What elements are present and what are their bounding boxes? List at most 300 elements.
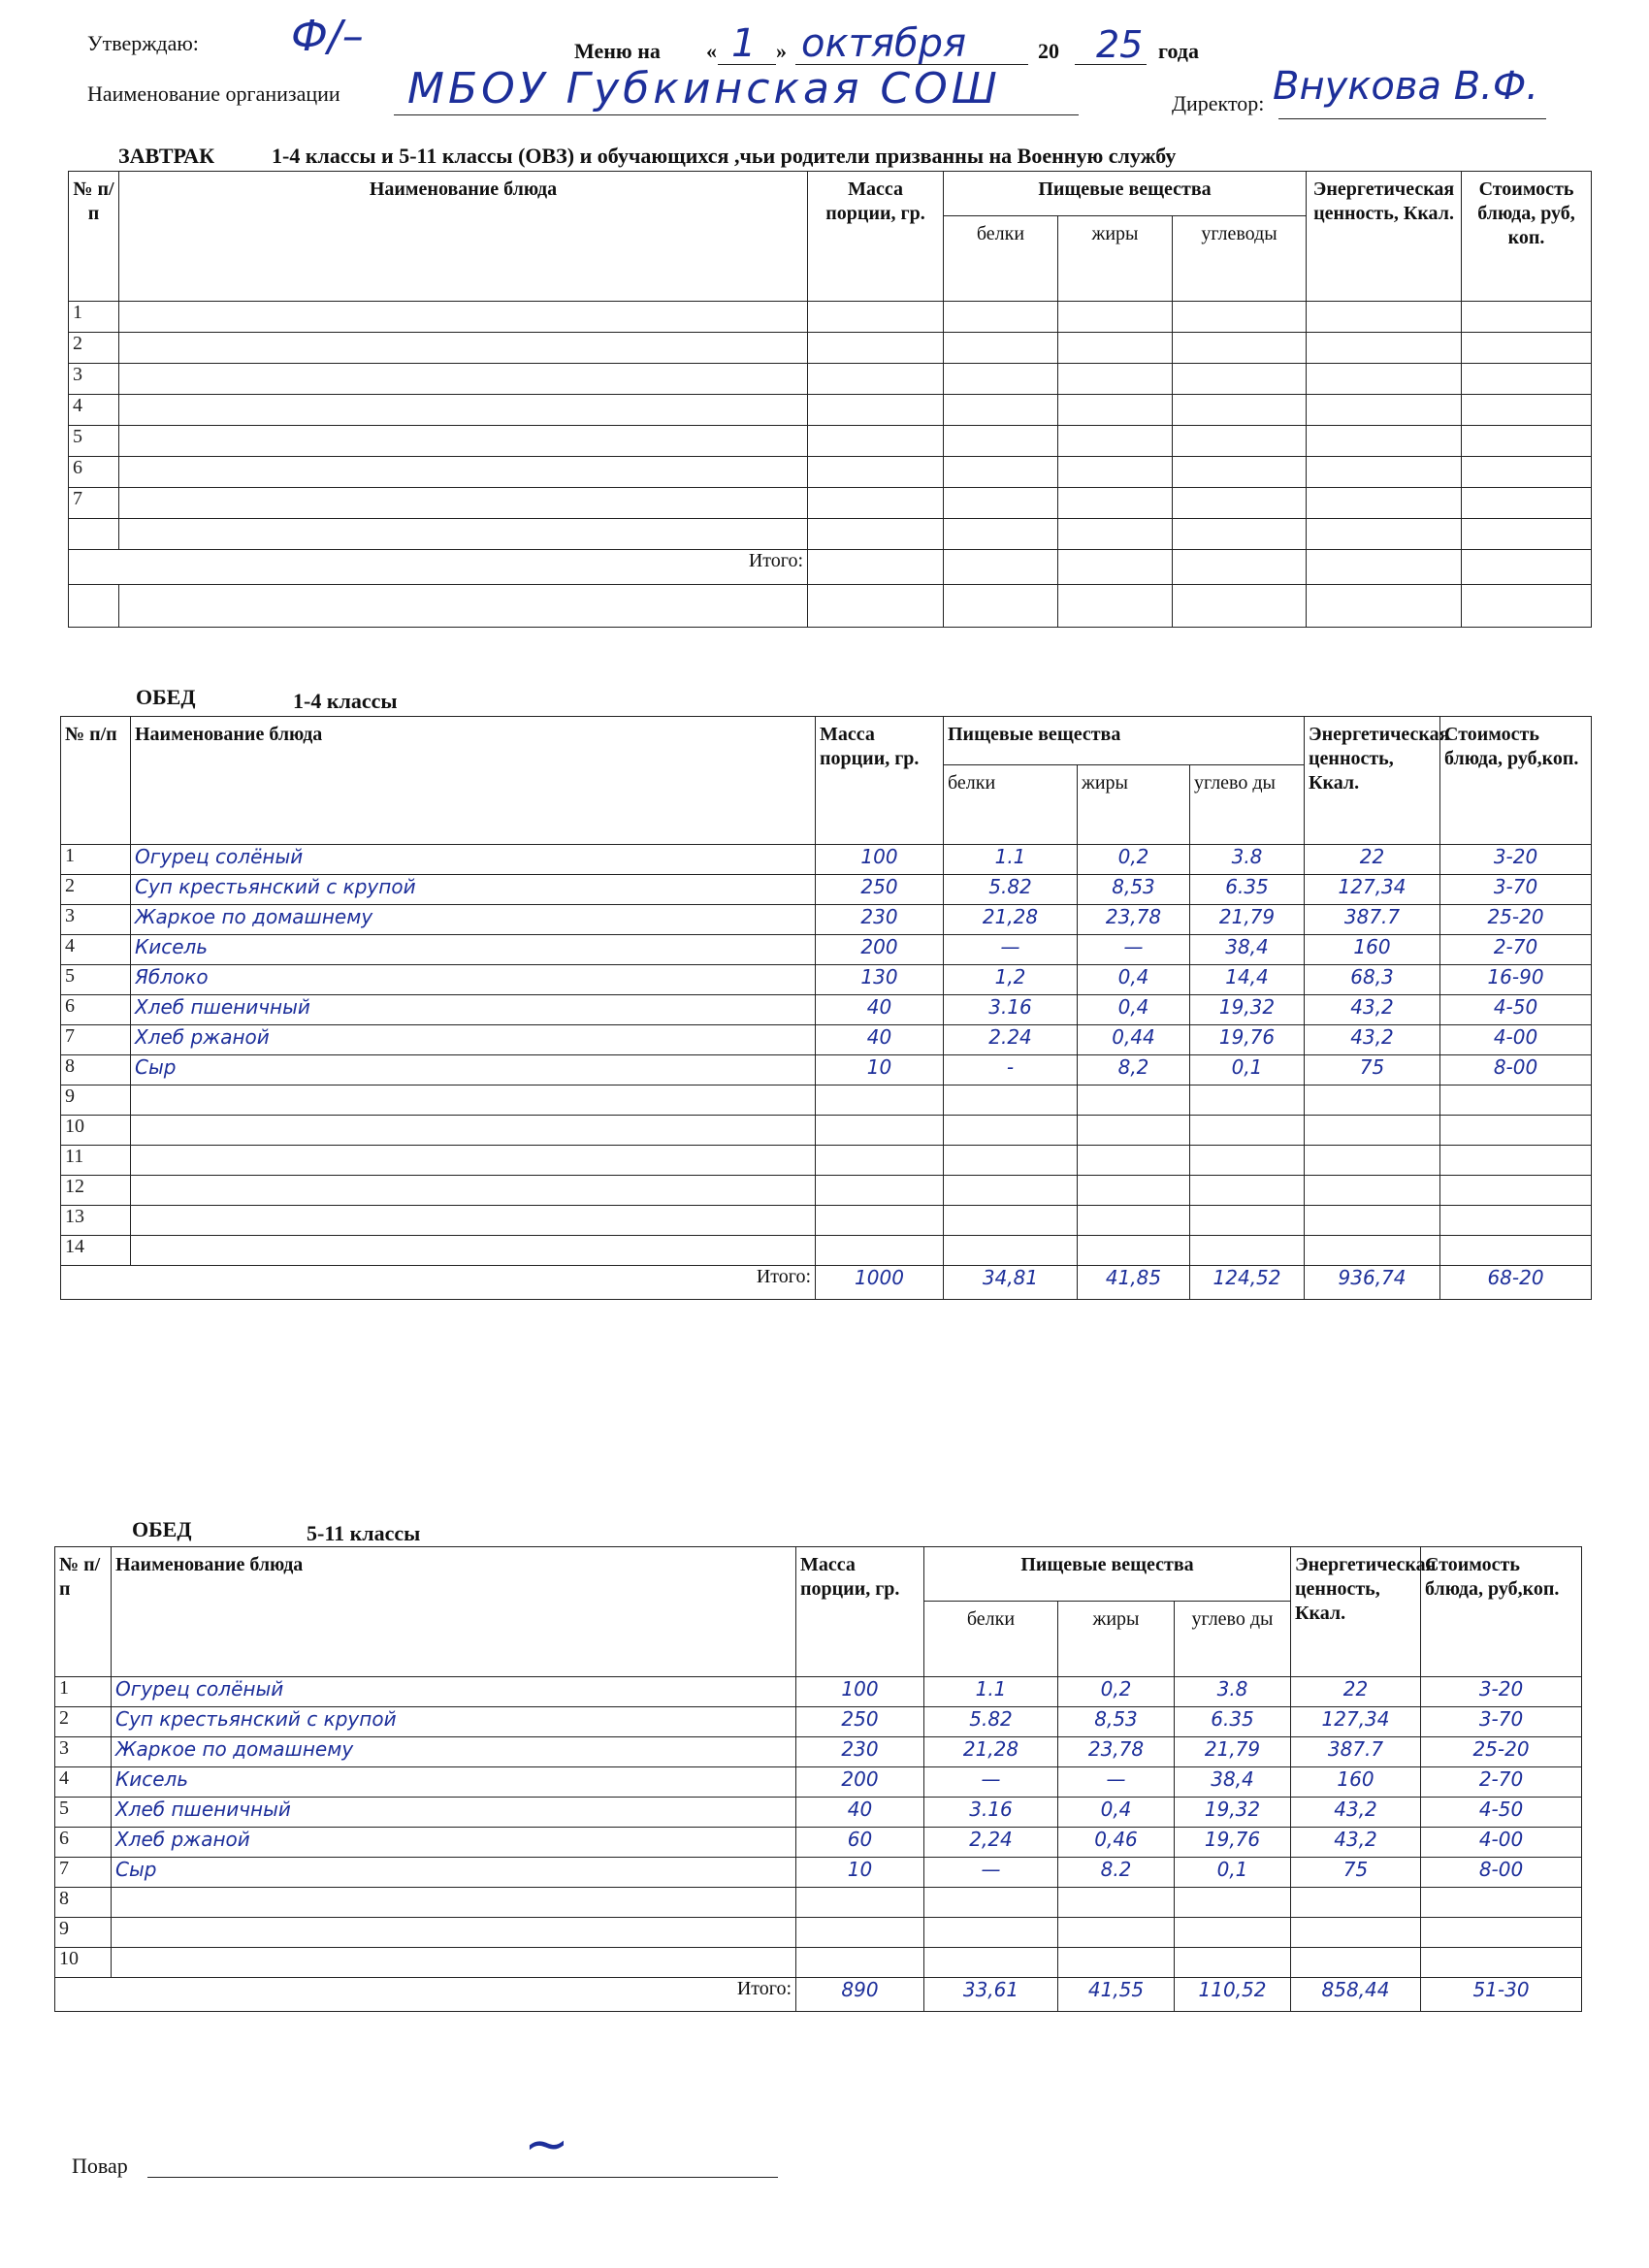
table-row bbox=[69, 302, 1592, 333]
row-number: 1 bbox=[69, 302, 119, 333]
total-row bbox=[69, 550, 1592, 585]
empty-cell bbox=[1307, 457, 1462, 488]
dish-name bbox=[131, 1206, 816, 1236]
row-number: 7 bbox=[61, 1025, 131, 1055]
table-row bbox=[55, 1707, 1582, 1737]
menu-day: 1 bbox=[731, 21, 757, 66]
total-fat: 41,55 bbox=[1058, 1978, 1175, 2012]
table-row bbox=[61, 905, 1592, 935]
empty-cell bbox=[1173, 302, 1307, 333]
empty-cell bbox=[1307, 550, 1462, 585]
dish-name bbox=[112, 1888, 796, 1918]
empty-cell bbox=[1173, 488, 1307, 519]
dish-name: Сыр bbox=[112, 1858, 796, 1888]
dish-name bbox=[131, 1236, 816, 1266]
dish-name bbox=[131, 1176, 816, 1206]
dish-fat: 0,44 bbox=[1078, 1025, 1190, 1055]
dish-protein bbox=[924, 1888, 1058, 1918]
table-row bbox=[69, 333, 1592, 364]
dish-fat: 23,78 bbox=[1058, 1737, 1175, 1767]
empty-cell bbox=[1307, 364, 1462, 395]
empty-cell bbox=[1173, 585, 1307, 628]
dish-name: Хлеб пшеничный bbox=[112, 1798, 796, 1828]
empty-cell bbox=[1462, 395, 1592, 426]
dish-mass: 10 bbox=[816, 1055, 944, 1085]
dish-carbs: 19,32 bbox=[1190, 995, 1305, 1025]
empty-cell bbox=[1307, 302, 1462, 333]
dish-mass: 130 bbox=[816, 965, 944, 995]
dish-fat: 23,78 bbox=[1078, 905, 1190, 935]
row-number: 6 bbox=[55, 1828, 112, 1858]
dish-protein: 1,2 bbox=[944, 965, 1078, 995]
dish-energy bbox=[1305, 1146, 1440, 1176]
row-number: 4 bbox=[61, 935, 131, 965]
dish-energy bbox=[1291, 1948, 1421, 1978]
dish-name: Сыр bbox=[131, 1055, 816, 1085]
total-row bbox=[55, 1978, 1582, 2012]
dish-energy: 43,2 bbox=[1291, 1798, 1421, 1828]
dish-mass: 40 bbox=[796, 1798, 924, 1828]
row-number: 7 bbox=[55, 1858, 112, 1888]
dish-carbs bbox=[1190, 1176, 1305, 1206]
dish-energy: 160 bbox=[1305, 935, 1440, 965]
table-row bbox=[69, 488, 1592, 519]
director-name: Внукова В.Ф. bbox=[1273, 64, 1539, 109]
dish-protein bbox=[944, 1085, 1078, 1116]
dish-protein bbox=[944, 1146, 1078, 1176]
empty-cell bbox=[1058, 364, 1173, 395]
dish-cost: 8-00 bbox=[1440, 1055, 1592, 1085]
year-word: года bbox=[1158, 39, 1199, 63]
empty-cell bbox=[1058, 488, 1173, 519]
empty-cell bbox=[119, 519, 808, 550]
dish-cost: 3-70 bbox=[1421, 1707, 1582, 1737]
dish-carbs: 6.35 bbox=[1190, 875, 1305, 905]
empty-cell bbox=[1462, 333, 1592, 364]
col-name-header: Наименование блюда bbox=[112, 1547, 796, 1677]
col-energy-header: Энергетическая ценность, Ккал. bbox=[1307, 172, 1462, 302]
dish-mass bbox=[796, 1918, 924, 1948]
dish-energy: 22 bbox=[1305, 845, 1440, 875]
dish-protein bbox=[944, 1176, 1078, 1206]
empty-cell bbox=[119, 302, 808, 333]
row-number: 5 bbox=[55, 1798, 112, 1828]
empty-cell bbox=[944, 457, 1058, 488]
dish-protein: 3.16 bbox=[944, 995, 1078, 1025]
dish-protein: — bbox=[944, 935, 1078, 965]
table-row bbox=[61, 1176, 1592, 1206]
empty-cell bbox=[944, 302, 1058, 333]
quote-open: « bbox=[706, 39, 717, 63]
col-mass-header: Масса порции, гр. bbox=[816, 717, 944, 845]
col-nutrients-header: Пищевые вещества bbox=[944, 172, 1307, 216]
empty-cell bbox=[808, 426, 944, 457]
year-suffix: 25 bbox=[1096, 23, 1144, 66]
dish-fat: 0,2 bbox=[1058, 1677, 1175, 1707]
dish-name: Хлеб ржаной bbox=[131, 1025, 816, 1055]
dish-fat: 8,53 bbox=[1078, 875, 1190, 905]
total-cost: 68-20 bbox=[1440, 1266, 1592, 1300]
dish-protein: 1.1 bbox=[944, 845, 1078, 875]
empty-cell bbox=[1058, 457, 1173, 488]
dish-mass: 200 bbox=[816, 935, 944, 965]
dish-cost bbox=[1440, 1085, 1592, 1116]
empty-cell bbox=[1307, 333, 1462, 364]
row-number: 4 bbox=[69, 395, 119, 426]
empty-cell bbox=[944, 395, 1058, 426]
row-number: 3 bbox=[69, 364, 119, 395]
dish-protein: - bbox=[944, 1055, 1078, 1085]
dish-mass bbox=[816, 1206, 944, 1236]
dish-protein: 1.1 bbox=[924, 1677, 1058, 1707]
menu-label: Меню на bbox=[574, 39, 661, 63]
dish-name: Кисель bbox=[131, 935, 816, 965]
dish-name: Суп крестьянский с крупой bbox=[112, 1707, 796, 1737]
total-protein: 33,61 bbox=[924, 1978, 1058, 2012]
dish-cost bbox=[1421, 1888, 1582, 1918]
dish-fat: 0,4 bbox=[1058, 1798, 1175, 1828]
dish-name: Хлеб пшеничный bbox=[131, 995, 816, 1025]
dish-cost: 4-00 bbox=[1440, 1025, 1592, 1055]
table-row bbox=[61, 845, 1592, 875]
empty-cell bbox=[1173, 550, 1307, 585]
dish-cost: 25-20 bbox=[1421, 1737, 1582, 1767]
dish-energy: 127,34 bbox=[1291, 1707, 1421, 1737]
table-row bbox=[61, 1236, 1592, 1266]
table-row bbox=[61, 1055, 1592, 1085]
dish-protein bbox=[944, 1236, 1078, 1266]
dish-fat bbox=[1078, 1085, 1190, 1116]
empty-cell bbox=[1462, 519, 1592, 550]
empty-cell bbox=[1173, 333, 1307, 364]
table-row bbox=[61, 965, 1592, 995]
empty-cell bbox=[1058, 333, 1173, 364]
empty-cell bbox=[1173, 395, 1307, 426]
year-prefix: 20 bbox=[1038, 39, 1059, 63]
dish-mass bbox=[796, 1948, 924, 1978]
dish-name bbox=[131, 1116, 816, 1146]
dish-cost: 4-00 bbox=[1421, 1828, 1582, 1858]
dish-mass: 40 bbox=[816, 1025, 944, 1055]
col-carbs-header: углеводы bbox=[1173, 216, 1307, 302]
dish-carbs: 0,1 bbox=[1175, 1858, 1291, 1888]
dish-carbs: 14,4 bbox=[1190, 965, 1305, 995]
approver-signature: Ф/– bbox=[291, 12, 364, 61]
row-number: 6 bbox=[69, 457, 119, 488]
dish-energy bbox=[1305, 1176, 1440, 1206]
dish-carbs bbox=[1175, 1888, 1291, 1918]
dish-carbs: 19,76 bbox=[1175, 1828, 1291, 1858]
dish-energy bbox=[1305, 1116, 1440, 1146]
col-fat-header: жиры bbox=[1058, 216, 1173, 302]
dish-name: Жаркое по домашнему bbox=[112, 1737, 796, 1767]
dish-fat: 0,4 bbox=[1078, 965, 1190, 995]
empty-cell bbox=[1173, 364, 1307, 395]
dish-carbs: 0,1 bbox=[1190, 1055, 1305, 1085]
col-energy-header: Энергетическая ценность, Ккал. bbox=[1291, 1547, 1421, 1677]
total-protein: 34,81 bbox=[944, 1266, 1078, 1300]
dish-name: Яблоко bbox=[131, 965, 816, 995]
dish-fat bbox=[1078, 1206, 1190, 1236]
empty-cell bbox=[1462, 302, 1592, 333]
empty-cell bbox=[119, 395, 808, 426]
dish-name bbox=[131, 1085, 816, 1116]
dish-cost: 3-20 bbox=[1421, 1677, 1582, 1707]
dish-energy bbox=[1291, 1888, 1421, 1918]
dish-energy: 127,34 bbox=[1305, 875, 1440, 905]
empty-cell bbox=[1058, 395, 1173, 426]
dish-fat bbox=[1078, 1236, 1190, 1266]
dish-fat: 0,2 bbox=[1078, 845, 1190, 875]
row-number: 1 bbox=[61, 845, 131, 875]
total-label: Итого: bbox=[55, 1978, 796, 2012]
empty-cell bbox=[1058, 519, 1173, 550]
dish-name: Кисель bbox=[112, 1767, 796, 1798]
dish-name: Жаркое по домашнему bbox=[131, 905, 816, 935]
col-energy-header: Энергетическая ценность, Ккал. bbox=[1305, 717, 1440, 845]
dish-name: Хлеб ржаной bbox=[112, 1828, 796, 1858]
empty-cell bbox=[808, 457, 944, 488]
breakfast-table bbox=[68, 171, 1592, 628]
col-carbs-header: углево ды bbox=[1175, 1602, 1291, 1677]
empty-cell bbox=[808, 550, 944, 585]
dish-cost bbox=[1440, 1116, 1592, 1146]
dish-fat bbox=[1058, 1888, 1175, 1918]
dish-carbs bbox=[1190, 1146, 1305, 1176]
empty-cell bbox=[944, 488, 1058, 519]
dish-protein bbox=[924, 1918, 1058, 1948]
row-number: 1 bbox=[55, 1677, 112, 1707]
row-number: 9 bbox=[61, 1085, 131, 1116]
empty-cell bbox=[119, 426, 808, 457]
col-protein-header: белки bbox=[944, 216, 1058, 302]
col-num-header: № п/п bbox=[69, 172, 119, 302]
dish-cost: 3-70 bbox=[1440, 875, 1592, 905]
table-row bbox=[61, 875, 1592, 905]
dish-fat: 8.2 bbox=[1058, 1858, 1175, 1888]
empty-cell bbox=[119, 364, 808, 395]
total-row bbox=[61, 1266, 1592, 1300]
dish-energy: 43,2 bbox=[1305, 995, 1440, 1025]
total-label: Итого: bbox=[69, 550, 808, 585]
dish-energy bbox=[1305, 1085, 1440, 1116]
col-protein-header: белки bbox=[944, 765, 1078, 845]
col-cost-header: Стоимость блюда, руб,коп. bbox=[1421, 1547, 1582, 1677]
empty-cell bbox=[1058, 302, 1173, 333]
dish-fat bbox=[1058, 1918, 1175, 1948]
lunch-5-11-table bbox=[54, 1546, 1582, 2012]
empty-cell bbox=[808, 364, 944, 395]
table-row bbox=[55, 1767, 1582, 1798]
col-cost-header: Стоимость блюда, руб,коп. bbox=[1440, 717, 1592, 845]
row-number: 7 bbox=[69, 488, 119, 519]
empty-cell bbox=[119, 333, 808, 364]
empty-cell bbox=[808, 585, 944, 628]
empty-cell bbox=[1173, 519, 1307, 550]
table-row bbox=[55, 1677, 1582, 1707]
table-row bbox=[69, 457, 1592, 488]
dish-cost bbox=[1440, 1206, 1592, 1236]
table-row bbox=[61, 935, 1592, 965]
dish-name bbox=[112, 1948, 796, 1978]
dish-fat: — bbox=[1078, 935, 1190, 965]
org-name: МБОУ Губкинская СОШ bbox=[407, 64, 1001, 113]
empty-cell bbox=[1462, 488, 1592, 519]
row-number: 8 bbox=[61, 1055, 131, 1085]
dish-name: Суп крестьянский с крупой bbox=[131, 875, 816, 905]
empty-cell bbox=[1307, 585, 1462, 628]
dish-carbs: 3.8 bbox=[1175, 1677, 1291, 1707]
table-row bbox=[61, 1085, 1592, 1116]
row-number: 2 bbox=[61, 875, 131, 905]
dish-energy: 22 bbox=[1291, 1677, 1421, 1707]
col-mass-header: Масса порции, гр. bbox=[796, 1547, 924, 1677]
col-nutrients-header: Пищевые вещества bbox=[944, 717, 1305, 765]
dish-mass: 250 bbox=[816, 875, 944, 905]
col-carbs-header: углево ды bbox=[1190, 765, 1305, 845]
empty-cell bbox=[1058, 550, 1173, 585]
dish-name bbox=[131, 1146, 816, 1176]
org-label: Наименование организации bbox=[87, 81, 340, 106]
empty-cell bbox=[1462, 364, 1592, 395]
dish-cost: 2-70 bbox=[1440, 935, 1592, 965]
dish-protein bbox=[924, 1948, 1058, 1978]
dish-protein: 5.82 bbox=[924, 1707, 1058, 1737]
col-cost-header: Стоимость блюда, руб, коп. bbox=[1462, 172, 1592, 302]
col-protein-header: белки bbox=[924, 1602, 1058, 1677]
dish-mass: 100 bbox=[816, 845, 944, 875]
row-number: 5 bbox=[61, 965, 131, 995]
dish-energy bbox=[1305, 1206, 1440, 1236]
dish-fat: 8,53 bbox=[1058, 1707, 1175, 1737]
row-number: 9 bbox=[55, 1918, 112, 1948]
table-row bbox=[61, 1146, 1592, 1176]
empty-cell bbox=[1058, 426, 1173, 457]
row-number: 3 bbox=[61, 905, 131, 935]
row-number: 10 bbox=[55, 1948, 112, 1978]
dish-mass: 250 bbox=[796, 1707, 924, 1737]
row-number: 8 bbox=[55, 1888, 112, 1918]
total-carbs: 124,52 bbox=[1190, 1266, 1305, 1300]
dish-fat: 0,46 bbox=[1058, 1828, 1175, 1858]
empty-cell bbox=[944, 333, 1058, 364]
dish-name: Огурец солёный bbox=[112, 1677, 796, 1707]
dish-protein: 2.24 bbox=[944, 1025, 1078, 1055]
dish-carbs: 21,79 bbox=[1175, 1737, 1291, 1767]
menu-month: октября bbox=[801, 21, 967, 66]
row-number: 2 bbox=[55, 1707, 112, 1737]
table-row bbox=[69, 364, 1592, 395]
dish-mass: 10 bbox=[796, 1858, 924, 1888]
empty-cell bbox=[808, 488, 944, 519]
dish-cost: 8-00 bbox=[1421, 1858, 1582, 1888]
dish-fat: — bbox=[1058, 1767, 1175, 1798]
dish-cost bbox=[1440, 1236, 1592, 1266]
table-row bbox=[55, 1737, 1582, 1767]
cook-label: Повар bbox=[72, 2154, 128, 2178]
total-mass: 1000 bbox=[816, 1266, 944, 1300]
col-fat-header: жиры bbox=[1078, 765, 1190, 845]
row-number: 10 bbox=[61, 1116, 131, 1146]
dish-fat bbox=[1058, 1948, 1175, 1978]
total-cost: 51-30 bbox=[1421, 1978, 1582, 2012]
empty-cell bbox=[1462, 550, 1592, 585]
row-number: 5 bbox=[69, 426, 119, 457]
dish-energy: 75 bbox=[1291, 1858, 1421, 1888]
total-mass: 890 bbox=[796, 1978, 924, 2012]
dish-cost: 25-20 bbox=[1440, 905, 1592, 935]
dish-energy: 43,2 bbox=[1305, 1025, 1440, 1055]
empty-cell bbox=[808, 302, 944, 333]
table-row bbox=[69, 426, 1592, 457]
dish-mass bbox=[816, 1236, 944, 1266]
empty-cell bbox=[1173, 457, 1307, 488]
col-mass-header: Масса порции, гр. bbox=[808, 172, 944, 302]
dish-mass bbox=[816, 1176, 944, 1206]
empty-cell bbox=[1462, 426, 1592, 457]
dish-cost bbox=[1421, 1918, 1582, 1948]
dish-carbs bbox=[1175, 1948, 1291, 1978]
empty-cell bbox=[944, 426, 1058, 457]
dish-energy bbox=[1305, 1236, 1440, 1266]
empty-cell bbox=[1307, 395, 1462, 426]
empty-cell bbox=[808, 333, 944, 364]
row-number: 2 bbox=[69, 333, 119, 364]
lunch-5-11-subtitle: 5-11 классы bbox=[307, 1521, 421, 1545]
dish-protein: — bbox=[924, 1858, 1058, 1888]
dish-cost: 3-20 bbox=[1440, 845, 1592, 875]
row-number: 11 bbox=[61, 1146, 131, 1176]
table-row bbox=[55, 1798, 1582, 1828]
lunch-5-11-title: ОБЕД bbox=[132, 1517, 192, 1541]
dish-fat bbox=[1078, 1176, 1190, 1206]
breakfast-subtitle: 1-4 классы и 5-11 классы (ОВЗ) и обучающихся ,чьи родители призванны на Военную службу bbox=[272, 144, 1177, 168]
dish-fat: 0,4 bbox=[1078, 995, 1190, 1025]
lunch-1-4-table bbox=[60, 716, 1592, 1300]
table-row bbox=[61, 1025, 1592, 1055]
dish-mass bbox=[796, 1888, 924, 1918]
dish-protein: 2,24 bbox=[924, 1828, 1058, 1858]
empty-cell bbox=[119, 585, 808, 628]
dish-cost: 2-70 bbox=[1421, 1767, 1582, 1798]
col-name-header: Наименование блюда bbox=[119, 172, 808, 302]
total-energy: 858,44 bbox=[1291, 1978, 1421, 2012]
dish-carbs: 38,4 bbox=[1175, 1767, 1291, 1798]
empty-cell bbox=[944, 364, 1058, 395]
dish-name bbox=[112, 1918, 796, 1948]
cook-signature: ∼ bbox=[524, 2113, 569, 2176]
dish-energy: 160 bbox=[1291, 1767, 1421, 1798]
dish-mass: 230 bbox=[796, 1737, 924, 1767]
col-num-header: № п/п bbox=[61, 717, 131, 845]
dish-carbs: 21,79 bbox=[1190, 905, 1305, 935]
dish-protein: 21,28 bbox=[944, 905, 1078, 935]
table-row bbox=[69, 519, 1592, 550]
dish-cost: 4-50 bbox=[1440, 995, 1592, 1025]
table-row bbox=[69, 395, 1592, 426]
empty-cell bbox=[808, 395, 944, 426]
dish-cost bbox=[1440, 1176, 1592, 1206]
dish-energy: 75 bbox=[1305, 1055, 1440, 1085]
empty-cell bbox=[1307, 488, 1462, 519]
dish-carbs: 19,32 bbox=[1175, 1798, 1291, 1828]
dish-energy bbox=[1291, 1918, 1421, 1948]
empty-cell bbox=[1462, 585, 1592, 628]
table-row bbox=[61, 1116, 1592, 1146]
dish-fat bbox=[1078, 1146, 1190, 1176]
dish-energy: 387.7 bbox=[1305, 905, 1440, 935]
table-row bbox=[55, 1888, 1582, 1918]
